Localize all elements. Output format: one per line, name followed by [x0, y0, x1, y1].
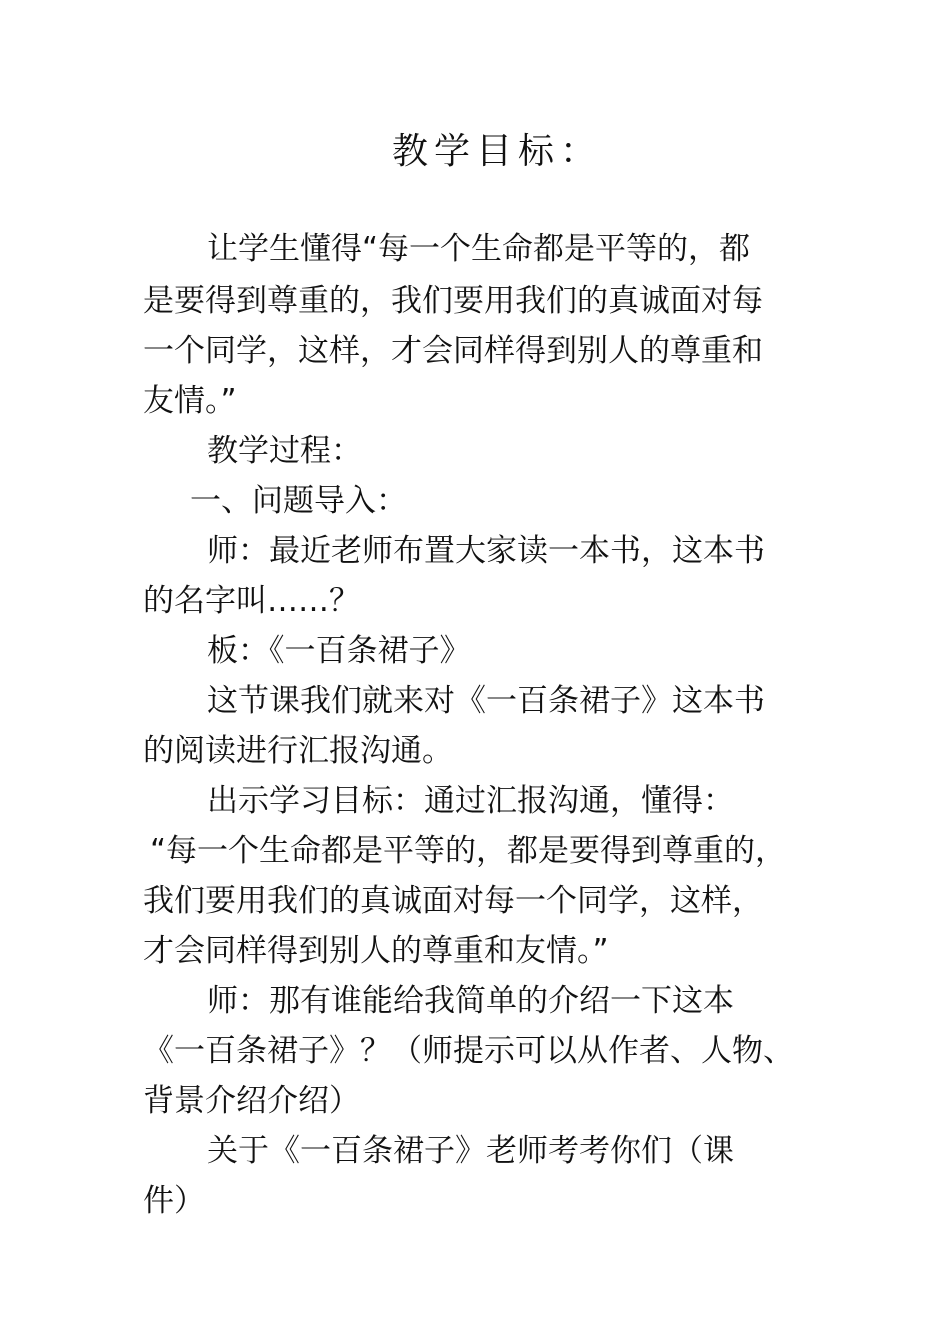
- paragraph-line: 我们要用我们的真诚面对每一个同学，这样，: [143, 883, 763, 919]
- paragraph-line: 板：《一百条裙子》: [207, 633, 471, 669]
- paragraph-line: 的名字叫……？: [143, 583, 360, 619]
- paragraph-line: “每一个生命都是平等的，都是要得到尊重的，: [150, 833, 787, 869]
- paragraph-line: 关于《一百条裙子》老师考考你们（课: [207, 1133, 734, 1169]
- paragraph-line: 师：最近老师布置大家读一本书，这本书: [207, 533, 765, 569]
- paragraph-line: 《一百条裙子》？（师提示可以从作者、人物、: [143, 1033, 794, 1069]
- paragraph-line: 师：那有谁能给我简单的介绍一下这本: [207, 983, 734, 1019]
- paragraph-line: 一个同学，这样，才会同样得到别人的尊重和: [143, 333, 763, 369]
- paragraph-line: 才会同样得到别人的尊重和友情。”: [143, 933, 609, 969]
- paragraph-line: 这节课我们就来对《一百条裙子》这本书: [207, 683, 765, 719]
- page-title: 教学目标：: [391, 131, 602, 172]
- paragraph-line: 是要得到尊重的，我们要用我们的真诚面对每: [143, 283, 763, 319]
- paragraph-line: 的阅读进行汇报沟通。: [143, 733, 453, 769]
- paragraph-line: 出示学习目标：通过汇报沟通，懂得：: [207, 783, 734, 819]
- section-heading: 教学过程：: [207, 433, 362, 469]
- paragraph-line: 背景介绍介绍）: [143, 1083, 360, 1119]
- paragraph-line: 友情。”: [143, 383, 237, 419]
- paragraph-line: 让学生懂得“每一个生命都是平等的，都: [207, 231, 751, 267]
- section-subheading: 一、问题导入：: [190, 483, 407, 519]
- paragraph-line: 件）: [143, 1183, 205, 1219]
